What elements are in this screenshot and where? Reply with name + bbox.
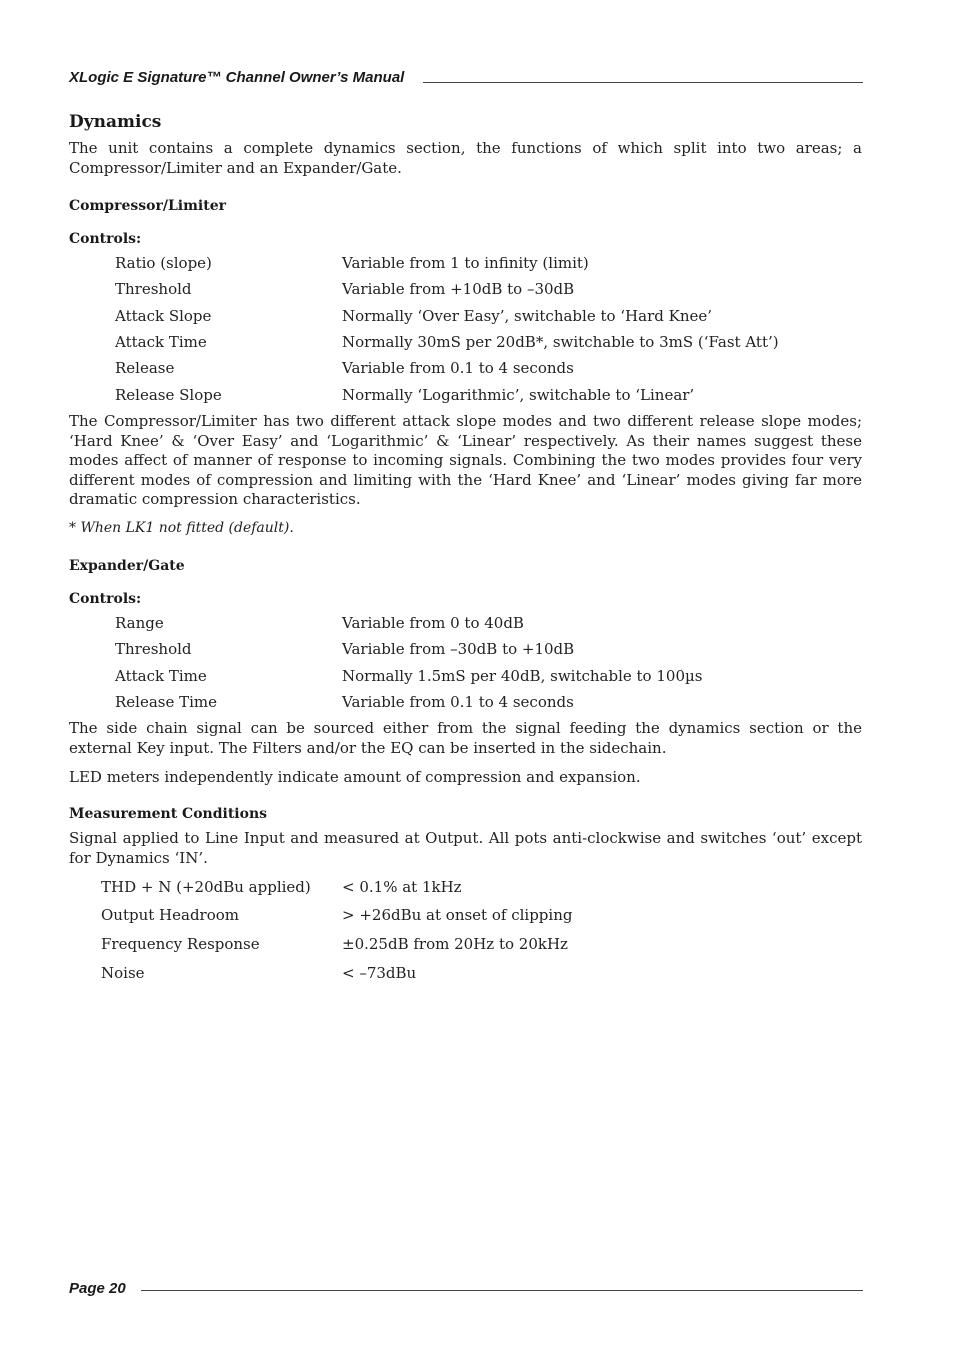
- control-value: Variable from –30dB to +10dB: [342, 640, 575, 658]
- control-value: Variable from 0.1 to 4 seconds: [342, 693, 574, 711]
- compressor-control-row: [0, 359, 954, 379]
- control-name: Ratio (slope): [115, 254, 212, 272]
- measurement-name: Noise: [101, 964, 145, 982]
- control-value: Variable from 0.1 to 4 seconds: [342, 359, 574, 377]
- measurement-value: < –73dBu: [342, 964, 417, 982]
- control-name: Threshold: [115, 280, 192, 298]
- measurement-row: [0, 878, 954, 898]
- section-intro: The unit contains a complete dynamics section, the functions of which split into two areas; a Compressor/Limiter and an Expander/Gate.: [69, 139, 862, 177]
- control-value: Normally 1.5mS per 40dB, switchable to 100µs: [342, 667, 703, 685]
- control-name: Attack Time: [115, 667, 207, 685]
- compressor-control-row: [0, 307, 954, 327]
- measurement-row: [0, 935, 954, 955]
- control-name: Release: [115, 359, 175, 377]
- control-value: Normally ‘Over Easy’, switchable to ‘Hard Knee’: [342, 307, 713, 325]
- expander-control-row: [0, 667, 954, 687]
- control-value: Normally 30mS per 20dB*, switchable to 3mS (‘Fast Att’): [342, 333, 779, 351]
- control-name: Release Slope: [115, 386, 222, 404]
- measurement-name: Frequency Response: [101, 935, 260, 953]
- compressor-heading: Compressor/Limiter: [69, 198, 227, 214]
- control-value: Variable from 1 to infinity (limit): [342, 254, 589, 272]
- control-value: Variable from 0 to 40dB: [342, 614, 524, 632]
- header-rule: [423, 82, 863, 83]
- section-title: Dynamics: [69, 112, 162, 132]
- control-name: Attack Time: [115, 333, 207, 351]
- control-name: Range: [115, 614, 164, 632]
- manual-title: XLogic E Signature™ Channel Owner’s Manual: [69, 69, 405, 86]
- compressor-controls-label: Controls:: [69, 231, 142, 247]
- compressor-control-row: [0, 386, 954, 406]
- compressor-control-row: [0, 280, 954, 300]
- compressor-control-row: [0, 333, 954, 353]
- expander-control-row: [0, 614, 954, 634]
- expander-heading: Expander/Gate: [69, 558, 185, 574]
- footer-rule: [141, 1290, 863, 1291]
- control-value: Normally ‘Logarithmic’, switchable to ‘Linear’: [342, 386, 695, 404]
- control-name: Release Time: [115, 693, 218, 711]
- measurement-name: Output Headroom: [101, 906, 240, 924]
- expander-control-row: [0, 693, 954, 713]
- expander-controls-label: Controls:: [69, 591, 142, 607]
- measurement-value: ±0.25dB from 20Hz to 20kHz: [342, 935, 568, 953]
- measurement-intro: Signal applied to Line Input and measured at Output. All pots anti-clockwise and switches ‘out’ except for Dynamics ‘IN’.: [69, 829, 862, 867]
- control-value: Variable from +10dB to –30dB: [342, 280, 575, 298]
- compressor-control-row: [0, 254, 954, 274]
- control-name: Attack Slope: [115, 307, 212, 325]
- measurement-row: [0, 964, 954, 984]
- footnote: * When LK1 not fitted (default).: [69, 520, 294, 536]
- compressor-description: The Compressor/Limiter has two different attack slope modes and two different release slope modes; ‘Hard Knee’ & ‘Over Easy’ and ‘Logarithmic’ & ‘Linear’ respectively. As their names suggest these modes affect of manner of response to incoming signals. Combining the two modes provides four very different modes of compression and limiting with the ‘Hard Knee’ and ‘Linear’ modes giving far more dramatic compression characteristics.: [69, 412, 862, 508]
- measurement-name: THD + N (+20dBu applied): [101, 878, 311, 896]
- control-name: Threshold: [115, 640, 192, 658]
- meters-paragraph: LED meters independently indicate amount of compression and expansion.: [69, 768, 641, 786]
- measurement-heading: Measurement Conditions: [69, 806, 268, 822]
- measurement-value: > +26dBu at onset of clipping: [342, 906, 573, 924]
- sidechain-paragraph: The side chain signal can be sourced either from the signal feeding the dynamics section or the external Key input. The Filters and/or the EQ can be inserted in the sidechain.: [69, 719, 862, 757]
- measurement-value: < 0.1% at 1kHz: [342, 878, 462, 896]
- page-number: Page 20: [69, 1280, 126, 1297]
- measurement-row: [0, 906, 954, 926]
- expander-control-row: [0, 640, 954, 660]
